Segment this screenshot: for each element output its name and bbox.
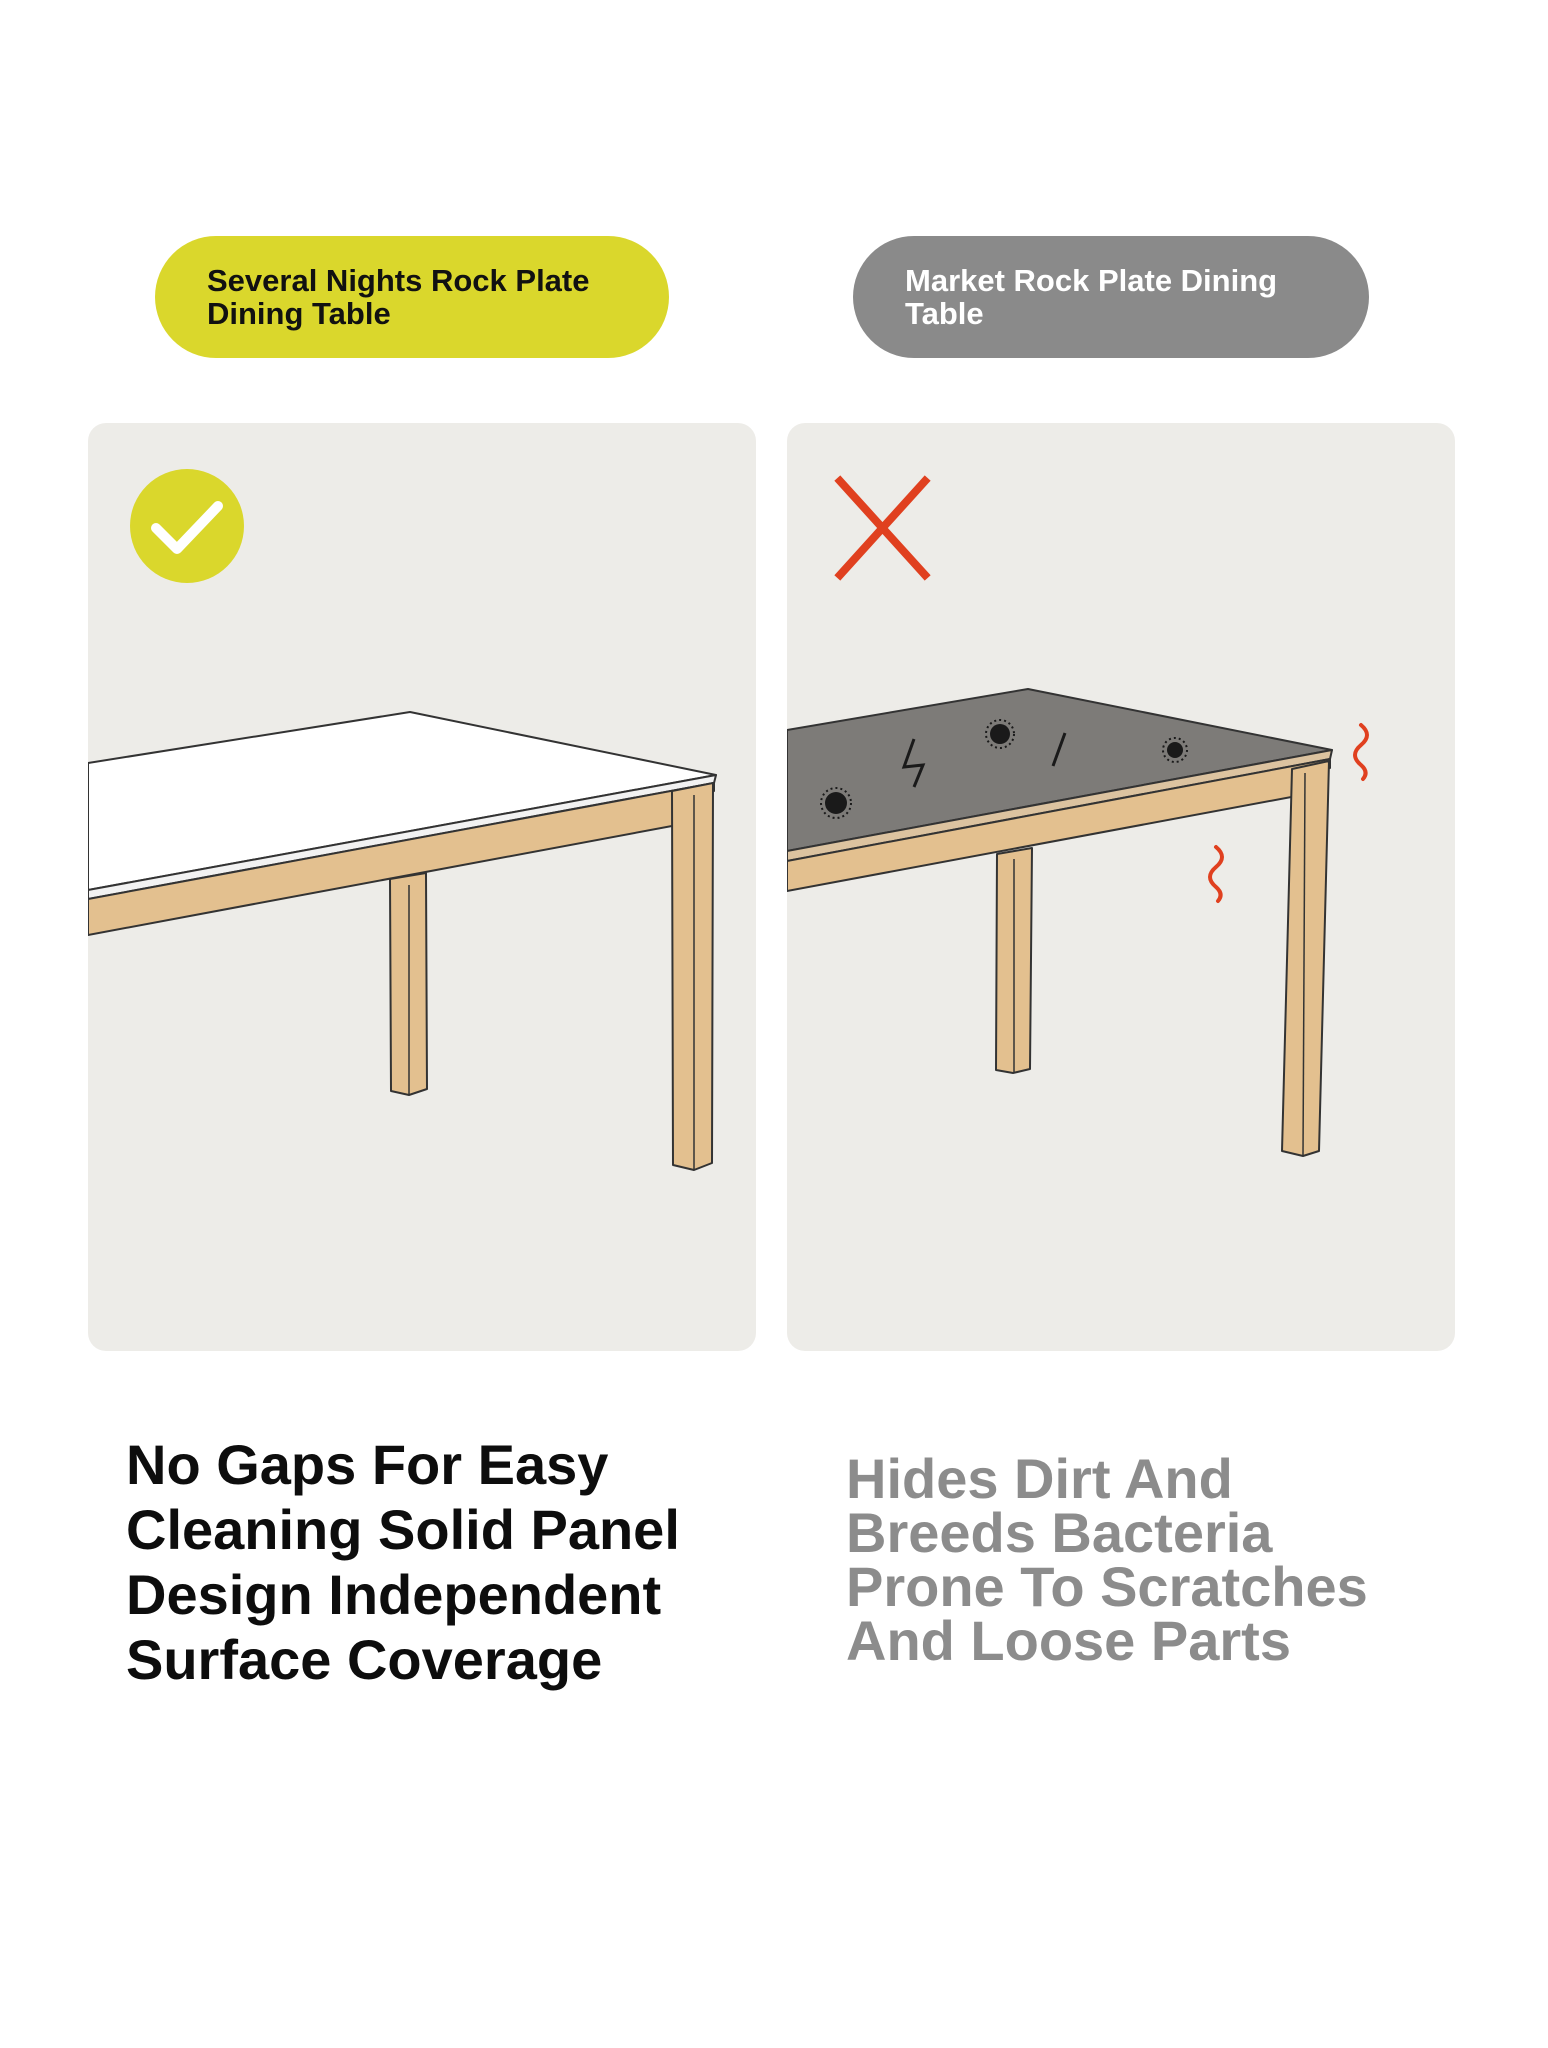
seamed-table-drawing [787, 689, 1332, 1156]
solid-table-drawing [88, 712, 716, 1170]
cross-icon [840, 481, 925, 575]
market-drawbacks-caption: Hides Dirt And Breeds Bacteria Prone To Scratches And Loose Parts [846, 1447, 1368, 1672]
brand-table-illustration [88, 423, 756, 1351]
brand-table-illustration-panel [88, 423, 756, 1351]
market-table-label [853, 236, 1369, 358]
brand-table-label [155, 236, 669, 358]
market-table-label-text: Market Rock Plate Dining Table [905, 263, 1278, 331]
wobble-mark-icon [1355, 725, 1367, 779]
brand-table-label-text: Several Nights Rock Plate Dining Table [207, 263, 590, 331]
market-table-illustration [787, 423, 1455, 1351]
market-table-illustration-panel [787, 423, 1455, 1351]
brand-benefits-caption: No Gaps For Easy Cleaning Solid Panel Design Independent Surface Coverage [126, 1433, 680, 1691]
wobble-mark-icon [1210, 847, 1222, 901]
check-circle-icon [130, 469, 244, 583]
